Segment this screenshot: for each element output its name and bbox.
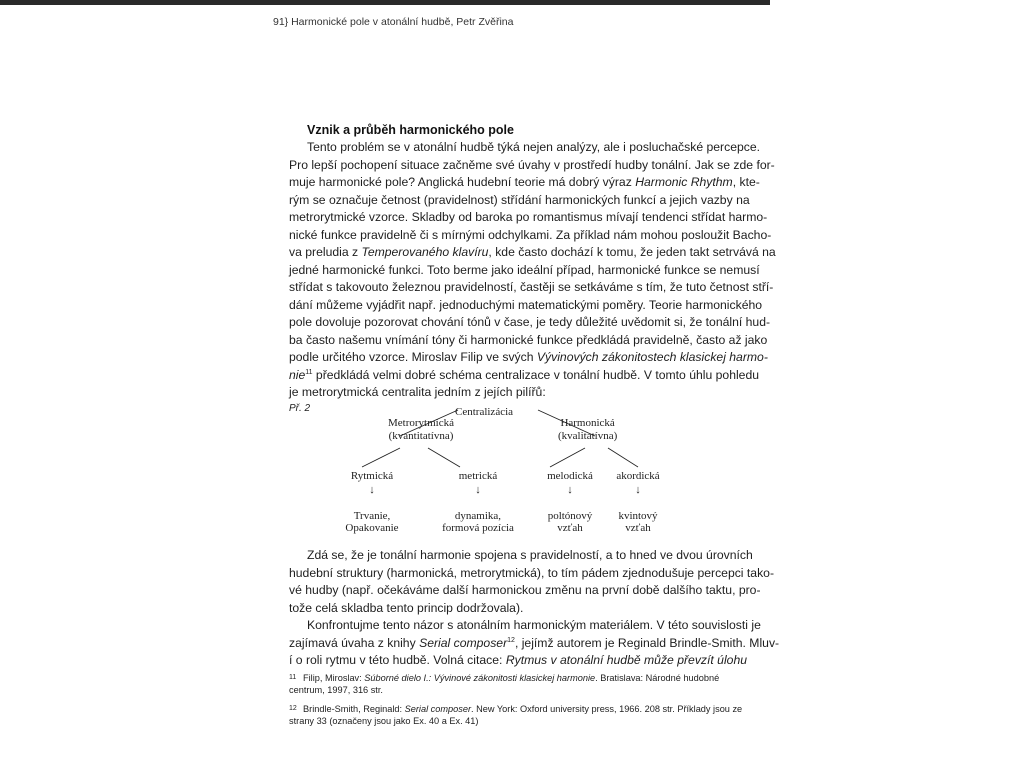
text-line: je metrorytmická centralita jedním z jejích pilířů: bbox=[289, 385, 546, 399]
centralization-diagram: Centralizácia Metrorytmická (kvantitatívna) Harmonická (kvalitatívna) Rytmická ↓ Trvanie, Opakovanie metrická ↓ dynamika, formová pozícia melodická ↓ poltónový vzťah akordická ↓ kvintový vzťah bbox=[340, 400, 660, 540]
text-line: Pro lepší pochopení situace začněme své úvahy v prostředí hudby tonální. Jak se zde for- bbox=[289, 157, 775, 172]
text-line: ba často našemu vnímání tóny či harmonické funkce předkládá pravidelně, často až jako bbox=[289, 332, 768, 347]
text-line: tože celá skladba tento princip dodržovala). bbox=[289, 600, 524, 615]
diagram-node-right: Harmonická (kvalitatívna) bbox=[558, 417, 618, 442]
paragraph-3 bbox=[289, 617, 780, 670]
text-line: střídat s takovouto železnou pravidelností, častěji se setkáváme s tím, že tuto četnost stří- bbox=[289, 280, 774, 294]
paragraph-2 bbox=[289, 547, 775, 617]
text-line: rým se označuje četnost (pravidelnost) střídání harmonických funkcí a jejich vazby na bbox=[289, 192, 750, 207]
text-line: dání můžeme vyjádřit např. jednoduchými matematickými poměry. Teorie harmonického bbox=[289, 297, 763, 312]
text-line: va preludia z Temperovaného klavíru, kde často dochází k tomu, že jeden takt setrvává na bbox=[289, 245, 776, 259]
footnote-12: 12 Brindle-Smith, Reginald: Serial composer. New York: Oxford university press, 1966. 208 str. Příklady jsou ze strany 33 (označeny jsou jako Ex. 40 a Ex. 41) bbox=[289, 704, 743, 726]
example-label: Př. 2 bbox=[289, 403, 311, 414]
text-line: nické funkce pravidelně či s mírnými odchylkami. Za příklad nám mohou posloužit Bacho- bbox=[289, 227, 772, 242]
running-head: 91} Harmonické pole v atonální hudbě, Petr Zvěřina bbox=[273, 16, 514, 28]
diagram-node-left: Metrorytmická (kvantitatívna) bbox=[388, 417, 454, 442]
footnotes bbox=[289, 672, 747, 734]
text-line: í o roli rytmu v této hudbě. Volná citace: Rytmus v atonální hudbě může převzít úlohu bbox=[289, 653, 747, 667]
arrow-down-icon: ↓ bbox=[567, 484, 573, 496]
arrow-down-icon: ↓ bbox=[369, 484, 375, 496]
text-line: metrorytmické vzorce. Skladby od baroka po romantismus mívají tendenci střídat harmo- bbox=[289, 210, 768, 224]
footnote-ref: 11 bbox=[305, 368, 313, 376]
paragraph-1 bbox=[289, 139, 776, 402]
arrow-down-icon: ↓ bbox=[475, 484, 481, 496]
text-line: Zdá se, že je tonální harmonie spojena s pravidelností, a to hned ve dvou úrovních bbox=[307, 548, 753, 562]
text-line: Tento problém se v atonální hudbě týká nejen analýzy, ale i posluchačské percepce. bbox=[307, 140, 761, 154]
footnote-ref: 12 bbox=[507, 636, 515, 644]
top-border-bar bbox=[0, 0, 770, 5]
arrow-down-icon: ↓ bbox=[635, 484, 641, 496]
text-line: jedné harmonické funkci. Toto berme jako ideální případ, harmonické funkce se nemusí bbox=[289, 262, 760, 277]
text-line: nie$^{11}$ předkládá velmi dobré schéma centralizace v tonální hudbě. V tomto úhlu pohledu bbox=[289, 367, 760, 382]
text-line: zajímavá úvaha z knihy Serial composer$^{12}$, jejímž autorem je Reginald Brindle-Smith. Mluv- bbox=[289, 635, 780, 650]
footnote-11: 11 Filip, Miroslav: Súborné dielo I.: Vývinové zákonitosti klasickej harmonie. Bratislava: Národné hudobné centrum, 1997, 316 str. bbox=[289, 673, 720, 695]
diagram-root: Centralizácia bbox=[455, 406, 514, 418]
text-line: muje harmonické pole? Anglická hudební teorie má dobrý výraz Harmonic Rhythm, kte- bbox=[289, 175, 760, 189]
text-line: hudební struktury (harmonická, metrorytmická), to tím pádem zjednodušuje percepci tako- bbox=[289, 565, 775, 580]
section-title: Vznik a průběh harmonického pole bbox=[307, 123, 514, 137]
text-line: pole dovoluje pozorovat chování tónů v čase, je tedy důležité uvědomit si, že tonální hud- bbox=[289, 315, 771, 329]
text-line: vé hudby (např. očekáváme další harmonickou změnu na první době dalšího taktu, pro- bbox=[289, 583, 761, 597]
text-line: podle určitého vzorce. Miroslav Filip ve svých Vývinových zákonitostech klasickej harmo- bbox=[289, 350, 768, 364]
text-line: Konfrontujme tento názor s atonálním harmonickým materiálem. V této souvislosti je bbox=[307, 618, 761, 632]
